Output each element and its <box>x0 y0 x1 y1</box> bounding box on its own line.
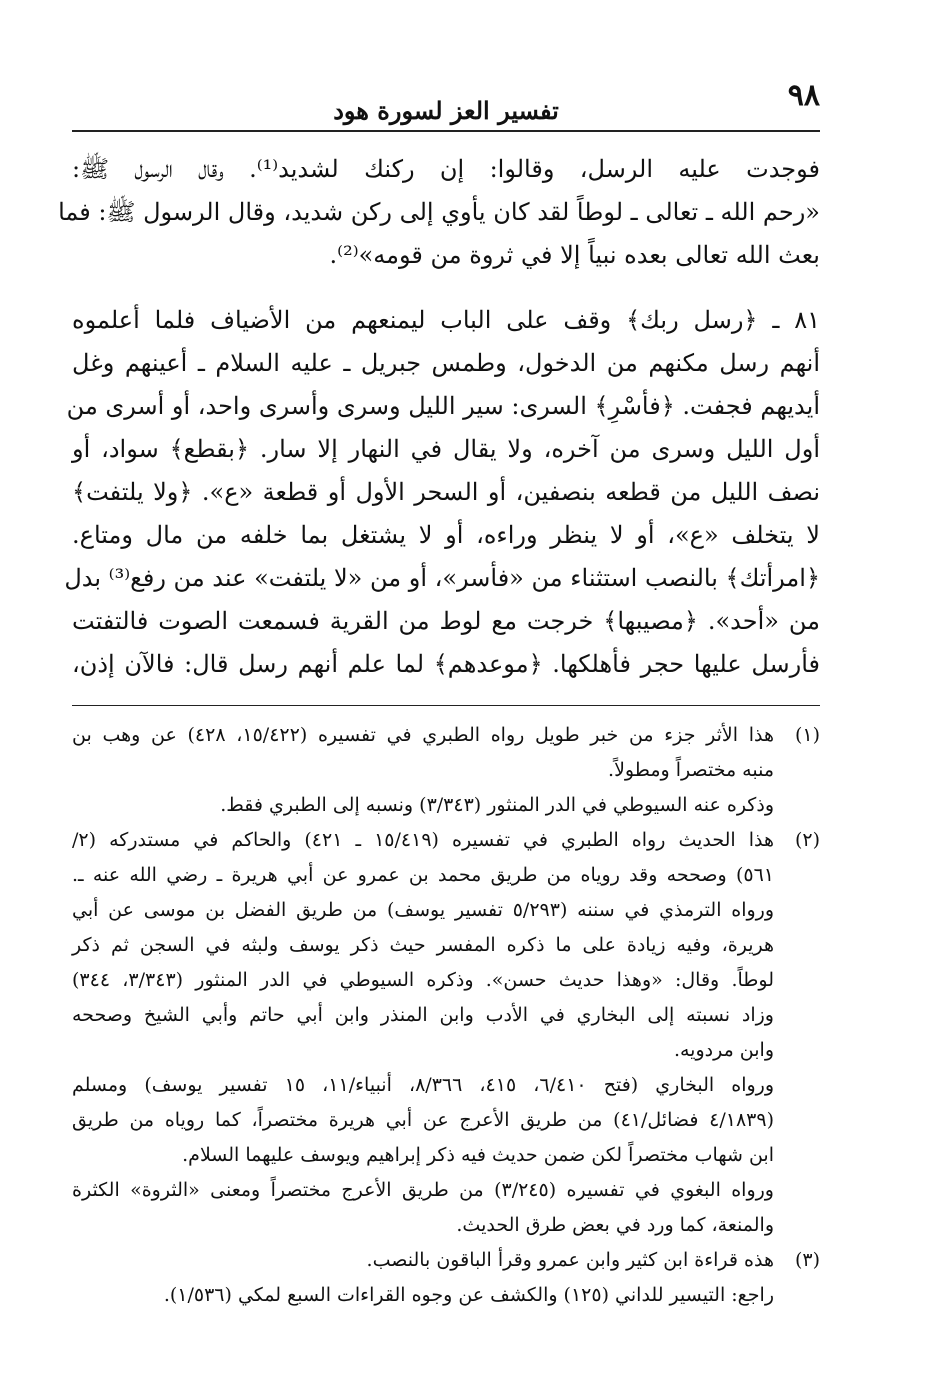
footnote-line: راجع: التيسير للداني (١٢٥) والكشف عن وجوه القراءات السبع لمكي (١/٥٣٦). <box>163 1284 774 1306</box>
footnote-line <box>72 1243 820 1278</box>
footnote-number: (٢) <box>794 829 821 851</box>
footnotes <box>72 718 820 1313</box>
text-line: نصف الليل من قطعه بنصفين، أو السحر الأول أو قطعة «ع». ﴿ولا يلتفت﴾ <box>72 478 820 506</box>
footnote-line <box>72 823 820 858</box>
footnote-line: ورواه الترمذي في سننه (٥/٢٩٣ تفسير يوسف) من طريق الفضل بن موسى عن أبي <box>72 899 774 921</box>
footnote-line: منبه مختصراً ومطولاً. <box>608 759 774 781</box>
footnote-line: ورواه البخاري (فتح ٦/٤١٠، ٤١٥، ٨/٣٦٦، أنبياء/١١، ١٥ تفسير يوسف) ومسلم <box>72 1074 775 1096</box>
footnote-line: ابن شهاب مختصراً لكن ضمن حديث فيه ذكر إبراهيم ويوسف عليهما السلام. <box>182 1144 774 1166</box>
text-line: أيديهم فجفت. ﴿فأسْرِ﴾ السرى: سير الليل وسرى وأسرى واحد، أو أسرى من <box>66 392 820 420</box>
main-text <box>58 148 821 686</box>
footnote-line: (٤/١٨٣٩ فضائل/٤١) من طريق الأعرج عن أبي هريرة مختصراً، كما روياه من طريق <box>72 1109 774 1131</box>
text-line: فأرسل عليها حجر فأهلكها. ﴿موعدهم﴾ لما علم أنهم رسل قال: فالآن إذن، <box>72 650 820 678</box>
footnote-text: هذه قراءة ابن كثير وابن عمرو وقرأ الباقون بالنصب. <box>366 1249 774 1271</box>
text-line: فوجدت عليه الرسل، وقالوا: إن ركنك لشديد⁽¹⁾. وقال الرسول ﷺ: <box>72 155 821 183</box>
text-line: أنهم رسل مكنهم من الدخول، وطمس جبريل ـ عليه السلام ـ أعينهم وغل <box>72 349 820 377</box>
footnote-text: هذا الأثر جزء من خبر طويل رواه الطبري في تفسيره (١٥/٤٢٢، ٤٢٨) عن وهب بن <box>72 724 775 746</box>
footnote-line: وزاد نسبته إلى البخاري في الأدب وابن المنذر وابن أبي حاتم وأبي الشيخ وصححه <box>72 1004 774 1026</box>
footnote-line: هريرة، وفيه زيادة على ما ذكره المفسر حيث ذكر يوسف ولبثه في السجن ثم ذكر <box>72 934 774 956</box>
page-header <box>72 78 820 132</box>
text-line: «رحم الله ـ تعالى ـ لوطاً لقد كان يأوي إلى ركن شديد، وقال الرسول ﷺ: فما <box>58 198 820 226</box>
running-title: تفسير العز لسورة هود <box>333 96 559 125</box>
footnote-line: ٥٦١) وصححه وقد روياه من طريق محمد بن عمرو عن أبي هريرة ـ رضي الله عنه ـ. <box>72 864 774 886</box>
paragraph-gap <box>72 277 820 299</box>
footnote-line: وابن مردويه. <box>673 1039 774 1061</box>
footnote-line <box>72 718 820 753</box>
text-line: بعث الله تعالى بعده نبياً إلا في ثروة من قومه»⁽²⁾. <box>329 241 820 269</box>
footnote-number: (١) <box>794 724 821 746</box>
text-line: لا يتخلف «ع»، أو لا ينظر وراءه، أو لا يشتغل بما خلفه من مال ومتاع. <box>72 521 820 549</box>
footnote-line: لوطاً. وقال: «وهذا حديث حسن». وذكره السيوطي في الدر المنثور (٣/٣٤٣، ٣٤٤) <box>72 969 775 991</box>
footnote-number: (٣) <box>794 1249 820 1271</box>
text-line: أول الليل وسرى من آخره، ولا يقال في النهار إلا سار. ﴿بقطع﴾ سواد، أو <box>72 435 820 463</box>
text-line: ﴿امرأتك﴾ بالنصب استثناء من «فأسر»، أو من «لا يلتفت» عند من رفع⁽³⁾ بدل <box>64 564 820 592</box>
footnote-divider <box>72 705 820 706</box>
footnote-line: والمنعة، كما ورد في بعض طرق الحديث. <box>456 1214 774 1236</box>
footnote-line: ورواه البغوي في تفسيره (٣/٢٤٥) من طريق الأعرج مختصراً ومعنى «الثروة» الكثرة <box>72 1179 774 1201</box>
text-line: من «أحد». ﴿مصيبها﴾ خرجت مع لوط من القرية فسمعت الصوت فالتفتت <box>72 607 820 635</box>
page-number: ٩٨ <box>787 78 820 113</box>
footnote-text: هذا الحديث رواه الطبري في تفسيره (١٥/٤١٩ ـ ٤٢١) والحاكم في مستدركه (٢/ <box>72 829 775 851</box>
text-line: ٨١ ـ ﴿رسل ربك﴾ وقف على الباب ليمنعهم من الأضياف فلما أعلموه <box>72 306 820 334</box>
footnote-line: وذكره عنه السيوطي في الدر المنثور (٣/٣٤٣) ونسبه إلى الطبري فقط. <box>220 794 774 816</box>
